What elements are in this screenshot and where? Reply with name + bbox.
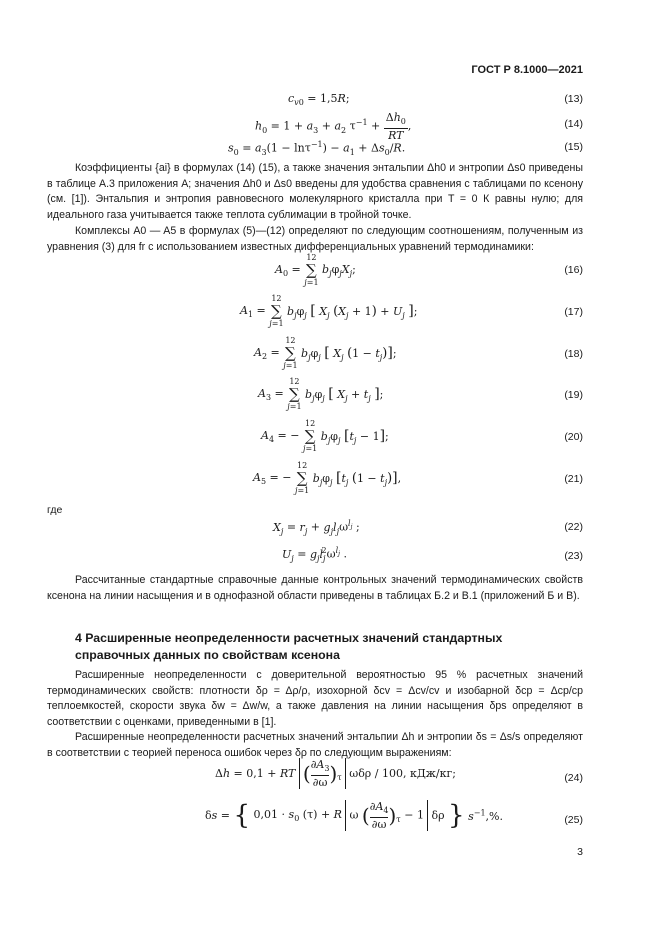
equation-17: $A_1$ = 12 ∑ j=1 $b_j\varphi_j$ [ $X_j$ $(X_j + 1) + U_j$ ]; (240, 294, 418, 328)
equation-21: $A_5$ = − 12 ∑ j=1 $b_j\varphi_j$ [$t_j$ $(1 - t_j)$], (253, 461, 402, 495)
page-number: 3 (577, 846, 583, 858)
equation-13-number: (13) (564, 93, 583, 105)
equation-15: $s_0 = a_3(1 - \ln\tau^{-1}) - a_1 + \Delta s_0/R$. (228, 140, 406, 157)
equation-17-number: (17) (564, 306, 583, 318)
where-label: где (47, 504, 63, 516)
equation-13: $c_{v0} = 1,5R$; (288, 92, 350, 108)
equation-16: $A_0$ = 12 ∑ j=1 $b_j\varphi_jX_j$; (275, 253, 356, 287)
document-header: ГОСТ Р 8.1000—2021 (471, 64, 583, 76)
equation-20-number: (20) (564, 431, 583, 443)
equation-24: Δh = 0,1 + RT ( $\frac{\partial A_3}{\partial\omega}$ )$_\tau$ ωδρ / 100, кДж/кг; (215, 758, 456, 790)
paragraph-reference-data: Рассчитанные стандартные справочные данные контрольных значений термодинамических свойств ксенона на линии насыщения и в однофазной области приведены в таблицах Б.2 и В.1 (приложений Б и В). (47, 574, 583, 602)
paragraph-error-propagation: Расширенные неопределенности расчетных значений энтальпии Δh и энтропии δs = Δs/s определяют в соответствии с теорией переноса ошибок через δρ по следующим выражениям: (47, 731, 583, 759)
paragraph-uncertainties: Расширенные неопределенности с доверительной вероятностью 95 % расчетных значений термодинамических свойств: плотности δρ = Δρ/ρ, изохорной δcv = Δcv/cv и изобарной δcp = Δcp/cp теплоемкостей, скорости звука δw = Δw/w, а также давления на линии насыщения δps определяют в соответствии с оценками, приведенными в [1]. (47, 669, 583, 728)
equation-14: $h_0 = 1 + a_3 + a_2$ $\tau^{-1}$ + $\frac{\Delta h_0}{RT}$ , (255, 111, 412, 143)
equation-15-number: (15) (564, 141, 583, 153)
equation-19-number: (19) (564, 389, 583, 401)
equation-23: $U_j = g_jl_j^2\omega^{l_j}$ . (282, 546, 348, 563)
paragraph-complexes: Комплексы A0 — A5 в формулах (5)—(12) определяют по следующим соотношениям, полученным из уравнения (3) для fr с использованием известных дифференциальных уравнений термодинамики: (47, 225, 583, 253)
equation-25-number: (25) (564, 814, 583, 826)
equation-22-number: (22) (564, 521, 583, 533)
section-heading-4: 4 Расширенные неопределенности расчетных значений стандартных справочных данных по свойствам ксенона (75, 631, 503, 662)
equation-24-number: (24) (564, 772, 583, 784)
equation-19: $A_3$ = 12 ∑ j=1 $b_j\varphi_j$ [ $X_j + t_j$ ]; (258, 377, 384, 411)
equation-14-number: (14) (564, 118, 583, 130)
equation-20: $A_4$ = − 12 ∑ j=1 $b_j\varphi_j$ $[t_j - 1]$; (261, 419, 389, 453)
equation-21-number: (21) (564, 473, 583, 485)
equation-18-number: (18) (564, 348, 583, 360)
equation-25: δs = { $0,01 \cdot s_0$ (τ) + R ω ( $\frac{\partial A_4}{\partial\omega}$ )$_\tau - 1$ δρ } $s^{-1},\%$. (205, 800, 503, 832)
equation-22: $X_j = r_j + g_jl_j\omega^{l_j}$ ; (273, 519, 360, 536)
equation-16-number: (16) (564, 264, 583, 276)
paragraph-coefficients: Коэффициенты {ai} в формулах (14) (15), а также значения энтальпии Δh0 и энтропии Δs0 приведены в таблице А.3 приложения А; значения Δh0 и Δs0 введены для удобства сравнения с таблицами по ксенону (см. [1]). Энтальпия и энтропия равновесного молекулярного кристалла при T = 0 К равны нулю; для идеального газа учитывается также теплота сублимации в тройной точке. (47, 162, 583, 221)
equation-23-number: (23) (564, 550, 583, 562)
equation-18: $A_2$ = 12 ∑ j=1 $b_j\varphi_j$ [ $X_j$ $(1 - t_j)$]; (254, 336, 397, 370)
